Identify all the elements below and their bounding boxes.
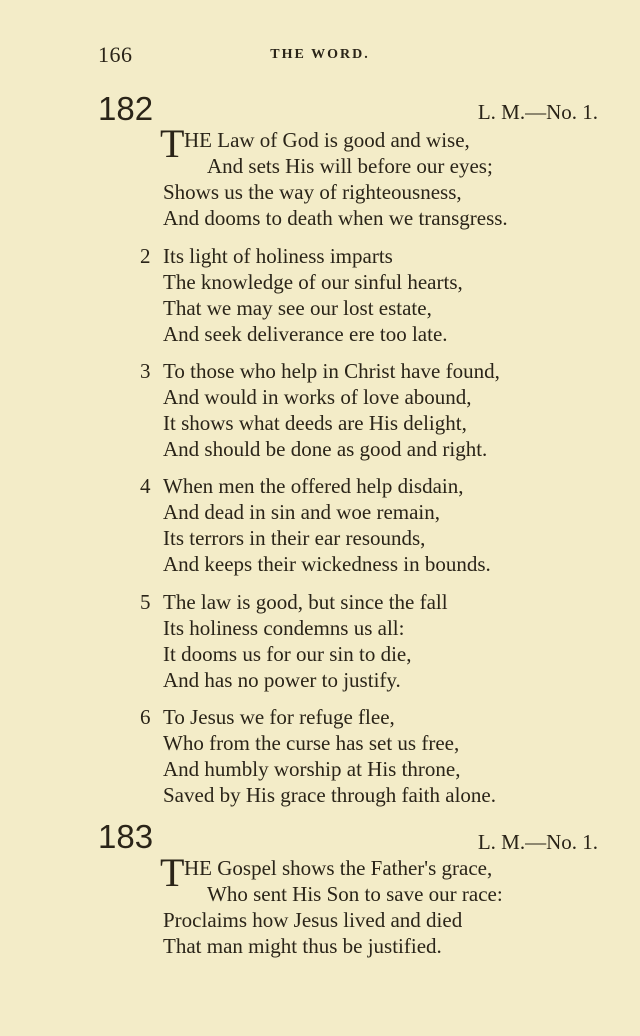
verse-line: To Jesus we for refuge flee, <box>163 705 395 729</box>
verse-line: Its holiness condemns us all: <box>163 616 405 640</box>
page-header <box>0 42 640 72</box>
verse-line: And has no power to justify. <box>163 668 401 692</box>
hymn-meter: L. M.—No. 1. <box>477 830 598 854</box>
verse-line: And keeps their wickedness in bounds. <box>163 552 491 576</box>
stanza-number: 4 <box>140 474 151 498</box>
verse-line: And sets His will before our eyes; <box>207 154 493 178</box>
verse-line: And dead in sin and woe remain, <box>163 500 441 524</box>
hymn-meter: L. M.—No. 1. <box>477 100 598 124</box>
verse-line: And would in works of love abound, <box>163 385 472 409</box>
verse-line: Its terrors in their ear resounds, <box>163 526 426 550</box>
verse-line: When men the offered help disdain, <box>163 474 464 498</box>
verse-line: That man might thus be justified. <box>163 934 442 958</box>
verse-line: Saved by His grace through faith alone. <box>163 783 496 807</box>
verse-line: Who from the curse has set us free, <box>163 731 460 755</box>
verse-line: And dooms to death when we transgress. <box>163 206 508 230</box>
stanza-number: 6 <box>140 705 151 729</box>
verse-line: Who sent His Son to save our race: <box>207 882 503 906</box>
drop-cap: T <box>160 121 185 166</box>
verse-line: HE Law of God is good and wise, <box>184 128 470 152</box>
verse-line: And humbly worship at His throne, <box>163 757 461 781</box>
verse-line: The knowledge of our sinful hearts, <box>163 270 463 294</box>
page-number: 166 <box>98 42 133 67</box>
hymn-number: 183 <box>98 818 154 855</box>
verse-line: That we may see our lost estate, <box>163 296 432 320</box>
verse-line: Its light of holiness imparts <box>163 244 393 268</box>
verse-line: To those who help in Christ have found, <box>163 359 500 383</box>
drop-cap: T <box>160 850 185 895</box>
stanza-number: 5 <box>140 590 151 614</box>
verse-line: The law is good, but since the fall <box>163 590 448 614</box>
hymn-number: 182 <box>98 90 154 127</box>
verse-line: Shows us the way of righteousness, <box>163 180 462 204</box>
verse-line: HE Gospel shows the Father's grace, <box>184 856 493 880</box>
verse-line: And should be done as good and right. <box>163 437 488 461</box>
verse-line: It shows what deeds are His delight, <box>163 411 467 435</box>
stanza-number: 2 <box>140 244 151 268</box>
stanza-number: 3 <box>140 359 151 383</box>
verse-line: Proclaims how Jesus lived and died <box>163 908 463 932</box>
verse-line: And seek deliverance ere too late. <box>163 322 448 346</box>
running-title: THE WORD. <box>270 47 370 62</box>
verse-line: It dooms us for our sin to die, <box>163 642 412 666</box>
